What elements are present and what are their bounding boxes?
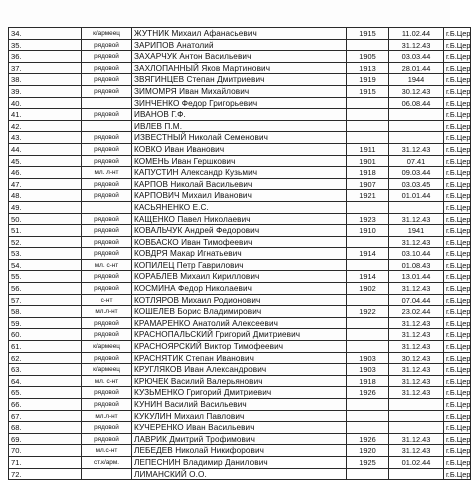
name-cell: КУЗЬМЕНКО Григорий Дмитриевич: [132, 387, 347, 399]
death-date-cell: [389, 468, 444, 480]
name-cell: КАСЬЯНЕНКО Е.С.: [132, 201, 347, 213]
burial-place-cell: г.Б.Цер: [444, 109, 471, 121]
name-cell: КОТЛЯРОВ Михаил Родионович: [132, 294, 347, 306]
birth-year-cell: [347, 236, 389, 248]
birth-year-cell: 1919: [347, 74, 389, 86]
name-cell: КОВАЛЬЧУК Андрей Федорович: [132, 225, 347, 237]
death-date-cell: 23.02.44: [389, 306, 444, 318]
table-row: [9, 74, 471, 86]
death-date-cell: 03.03.44: [389, 51, 444, 63]
rank-cell: рядовой: [82, 329, 132, 341]
death-date-cell: 11.02.44: [389, 28, 444, 40]
death-date-cell: 1941: [389, 225, 444, 237]
death-date-cell: 31.12.43: [389, 39, 444, 51]
rank-cell: [82, 468, 132, 480]
rank-cell: к/армеец: [82, 28, 132, 40]
death-date-cell: 31.12.43: [389, 329, 444, 341]
rank-cell: мл.л-нт: [82, 410, 132, 422]
rank-cell: рядовой: [82, 74, 132, 86]
name-cell: КОПИЛЕЦ Петр Гаврилович: [132, 259, 347, 271]
birth-year-cell: 1918: [347, 167, 389, 179]
table-row: [9, 85, 471, 97]
name-cell: ИВАНОВ Г.Ф.: [132, 109, 347, 121]
row-number: 49.: [9, 201, 82, 213]
birth-year-cell: 1913: [347, 62, 389, 74]
birth-year-cell: [347, 341, 389, 353]
table-row: [9, 109, 471, 121]
name-cell: КОРАБЛЕВ Михаил Кириллович: [132, 271, 347, 283]
name-cell: ЛАВРИК Дмитрий Трофимович: [132, 433, 347, 445]
burial-place-cell: г.Б.Цер: [444, 456, 471, 468]
burial-place-cell: г.Б.Цер: [444, 283, 471, 295]
birth-year-cell: [347, 317, 389, 329]
row-number: 69.: [9, 433, 82, 445]
table-row: [9, 132, 471, 144]
rank-cell: с-нт: [82, 294, 132, 306]
burial-place-cell: г.Б.Цер: [444, 120, 471, 132]
table-row: [9, 283, 471, 295]
death-date-cell: [389, 201, 444, 213]
row-number: 65.: [9, 387, 82, 399]
death-date-cell: 01.08.43: [389, 259, 444, 271]
burial-place-cell: г.Б.Цер: [444, 271, 471, 283]
birth-year-cell: 1915: [347, 85, 389, 97]
name-cell: КУЧЕРЕНКО Иван Васильевич: [132, 422, 347, 434]
death-date-cell: 03.10.44: [389, 248, 444, 260]
rank-cell: к/армеец: [82, 364, 132, 376]
birth-year-cell: [347, 399, 389, 411]
death-date-cell: 03.03.45: [389, 178, 444, 190]
death-date-cell: 31.12.43: [389, 143, 444, 155]
roster-table: [8, 27, 471, 480]
table-row: [9, 352, 471, 364]
row-number: 53.: [9, 248, 82, 260]
table-row: [9, 62, 471, 74]
birth-year-cell: [347, 329, 389, 341]
table-row: [9, 422, 471, 434]
table-row: [9, 306, 471, 318]
table-row: [9, 190, 471, 202]
death-date-cell: 31.12.43: [389, 364, 444, 376]
rank-cell: рядовой: [82, 422, 132, 434]
name-cell: КРЮЧЕК Василий Валерьянович: [132, 375, 347, 387]
row-number: 41.: [9, 109, 82, 121]
name-cell: ЗАХАРЧУК Антон Васильевич: [132, 51, 347, 63]
table-row: [9, 51, 471, 63]
table-row: [9, 456, 471, 468]
death-date-cell: 13.01.44: [389, 271, 444, 283]
name-cell: КАЩЕНКО Павел Николаевич: [132, 213, 347, 225]
table-row: [9, 399, 471, 411]
table-row: [9, 259, 471, 271]
row-number: 56.: [9, 283, 82, 295]
burial-place-cell: г.Б.Цер: [444, 399, 471, 411]
row-number: 47.: [9, 178, 82, 190]
birth-year-cell: 1903: [347, 364, 389, 376]
birth-year-cell: 1922: [347, 306, 389, 318]
birth-year-cell: 1910: [347, 225, 389, 237]
burial-place-cell: г.Б.Цер: [444, 178, 471, 190]
name-cell: КАПУСТИН Александр Кузьмич: [132, 167, 347, 179]
rank-cell: мл. л-нт: [82, 167, 132, 179]
roster-table-body: [9, 28, 471, 480]
burial-place-cell: г.Б.Цер: [444, 433, 471, 445]
rank-cell: рядовой: [82, 387, 132, 399]
row-number: 51.: [9, 225, 82, 237]
birth-year-cell: 1926: [347, 433, 389, 445]
name-cell: КОШЕЛЕВ Борис Владимирович: [132, 306, 347, 318]
death-date-cell: 31.12.43: [389, 213, 444, 225]
rank-cell: мл. с-нт: [82, 375, 132, 387]
burial-place-cell: г.Б.Цер: [444, 410, 471, 422]
rank-cell: рядовой: [82, 109, 132, 121]
death-date-cell: 28.01.44: [389, 62, 444, 74]
birth-year-cell: 1926: [347, 387, 389, 399]
birth-year-cell: [347, 39, 389, 51]
row-number: 36.: [9, 51, 82, 63]
name-cell: КРАСНЯТИК Степан Иванович: [132, 352, 347, 364]
death-date-cell: 09.03.44: [389, 167, 444, 179]
rank-cell: рядовой: [82, 190, 132, 202]
burial-place-cell: г.Б.Цер: [444, 155, 471, 167]
row-number: 64.: [9, 375, 82, 387]
birth-year-cell: 1903: [347, 352, 389, 364]
burial-place-cell: г.Б.Цер: [444, 468, 471, 480]
burial-place-cell: г.Б.Цер: [444, 329, 471, 341]
rank-cell: рядовой: [82, 317, 132, 329]
burial-place-cell: г.Б.Цер: [444, 190, 471, 202]
name-cell: ЗАХЛОПАННЫЙ Яков Мартинович: [132, 62, 347, 74]
table-row: [9, 410, 471, 422]
birth-year-cell: [347, 109, 389, 121]
burial-place-cell: г.Б.Цер: [444, 28, 471, 40]
birth-year-cell: 1914: [347, 271, 389, 283]
death-date-cell: 31.12.43: [389, 283, 444, 295]
death-date-cell: 31.12.43: [389, 387, 444, 399]
row-number: 39.: [9, 85, 82, 97]
birth-year-cell: 1901: [347, 155, 389, 167]
rank-cell: рядовой: [82, 143, 132, 155]
rank-cell: рядовой: [82, 132, 132, 144]
name-cell: ЗВЯГИНЦЕВ Степан Дмитриевич: [132, 74, 347, 86]
row-number: 71.: [9, 456, 82, 468]
birth-year-cell: 1902: [347, 283, 389, 295]
rank-cell: рядовой: [82, 51, 132, 63]
death-date-cell: 30.12.43: [389, 85, 444, 97]
row-number: 57.: [9, 294, 82, 306]
rank-cell: мл.л-нт: [82, 306, 132, 318]
rank-cell: мл. с-нт: [82, 259, 132, 271]
burial-place-cell: г.Б.Цер: [444, 445, 471, 457]
table-row: [9, 317, 471, 329]
rank-cell: рядовой: [82, 213, 132, 225]
rank-cell: рядовой: [82, 155, 132, 167]
burial-place-cell: г.Б.Цер: [444, 51, 471, 63]
row-number: 45.: [9, 155, 82, 167]
death-date-cell: 07.04.44: [389, 294, 444, 306]
table-row: [9, 236, 471, 248]
row-number: 70.: [9, 445, 82, 457]
row-number: 59.: [9, 317, 82, 329]
name-cell: КОСМИНА Федор Николаевич: [132, 283, 347, 295]
birth-year-cell: [347, 468, 389, 480]
burial-place-cell: г.Б.Цер: [444, 225, 471, 237]
death-date-cell: [389, 410, 444, 422]
birth-year-cell: [347, 132, 389, 144]
name-cell: КУКУЛИН Михаил Павлович: [132, 410, 347, 422]
rank-cell: рядовой: [82, 271, 132, 283]
name-cell: ЛЕПЕСНИН Владимир Данилович: [132, 456, 347, 468]
name-cell: КУНИН Василий Васильевич: [132, 399, 347, 411]
row-number: 60.: [9, 329, 82, 341]
burial-place-cell: г.Б.Цер: [444, 317, 471, 329]
burial-place-cell: г.Б.Цер: [444, 341, 471, 353]
table-row: [9, 387, 471, 399]
table-row: [9, 248, 471, 260]
row-number: 42.: [9, 120, 82, 132]
burial-place-cell: г.Б.Цер: [444, 74, 471, 86]
rank-cell: рядовой: [82, 248, 132, 260]
rank-cell: к/армеец: [82, 341, 132, 353]
burial-place-cell: г.Б.Цер: [444, 387, 471, 399]
row-number: 46.: [9, 167, 82, 179]
birth-year-cell: 1923: [347, 213, 389, 225]
row-number: 62.: [9, 352, 82, 364]
birth-year-cell: 1915: [347, 28, 389, 40]
row-number: 43.: [9, 132, 82, 144]
table-row: [9, 143, 471, 155]
burial-place-cell: г.Б.Цер: [444, 201, 471, 213]
table-row: [9, 97, 471, 109]
table-row: [9, 364, 471, 376]
row-number: 61.: [9, 341, 82, 353]
table-row: [9, 213, 471, 225]
birth-year-cell: 1925: [347, 456, 389, 468]
burial-place-cell: г.Б.Цер: [444, 248, 471, 260]
death-date-cell: [389, 399, 444, 411]
rank-cell: рядовой: [82, 178, 132, 190]
row-number: 54.: [9, 259, 82, 271]
burial-place-cell: г.Б.Цер: [444, 85, 471, 97]
burial-place-cell: г.Б.Цер: [444, 132, 471, 144]
birth-year-cell: [347, 201, 389, 213]
row-number: 55.: [9, 271, 82, 283]
name-cell: КАРПОВИЧ Михаил Иванович: [132, 190, 347, 202]
rank-cell: рядовой: [82, 236, 132, 248]
row-number: 40.: [9, 97, 82, 109]
name-cell: КАРПОВ Николай Васильевич: [132, 178, 347, 190]
birth-year-cell: 1921: [347, 190, 389, 202]
death-date-cell: 31.12.43: [389, 433, 444, 445]
row-number: 67.: [9, 410, 82, 422]
burial-place-cell: г.Б.Цер: [444, 375, 471, 387]
name-cell: ЗАРИПОВ Анатолий: [132, 39, 347, 51]
death-date-cell: 31.12.43: [389, 341, 444, 353]
burial-place-cell: г.Б.Цер: [444, 259, 471, 271]
burial-place-cell: г.Б.Цер: [444, 306, 471, 318]
row-number: 34.: [9, 28, 82, 40]
table-row: [9, 294, 471, 306]
death-date-cell: 01.01.44: [389, 190, 444, 202]
table-row: [9, 433, 471, 445]
burial-place-cell: г.Б.Цер: [444, 294, 471, 306]
rank-cell: [82, 97, 132, 109]
table-row: [9, 201, 471, 213]
burial-place-cell: г.Б.Цер: [444, 352, 471, 364]
burial-place-cell: г.Б.Цер: [444, 39, 471, 51]
name-cell: ИВЛЕВ П.М.: [132, 120, 347, 132]
birth-year-cell: [347, 120, 389, 132]
name-cell: ЗИМОМРЯ Иван Михайлович: [132, 85, 347, 97]
birth-year-cell: 1911: [347, 143, 389, 155]
death-date-cell: 31.12.43: [389, 236, 444, 248]
rank-cell: рядовой: [82, 399, 132, 411]
table-row: [9, 225, 471, 237]
row-number: 48.: [9, 190, 82, 202]
row-number: 44.: [9, 143, 82, 155]
table-row: [9, 39, 471, 51]
death-date-cell: 07.41: [389, 155, 444, 167]
birth-year-cell: [347, 410, 389, 422]
table-row: [9, 445, 471, 457]
row-number: 35.: [9, 39, 82, 51]
name-cell: ИЗВЕСТНЫЙ Николай Семенович: [132, 132, 347, 144]
death-date-cell: [389, 132, 444, 144]
burial-place-cell: г.Б.Цер: [444, 236, 471, 248]
death-date-cell: 01.02.44: [389, 456, 444, 468]
name-cell: КРАСНОЯРСКИЙ Виктор Тимофеевич: [132, 341, 347, 353]
burial-place-cell: г.Б.Цер: [444, 213, 471, 225]
birth-year-cell: [347, 422, 389, 434]
birth-year-cell: 1920: [347, 445, 389, 457]
death-date-cell: 31.12.43: [389, 317, 444, 329]
name-cell: КОВБАСКО Иван Тимофеевич: [132, 236, 347, 248]
name-cell: КРУГЛЯКОВ Иван Александрович: [132, 364, 347, 376]
table-row: [9, 28, 471, 40]
burial-place-cell: г.Б.Цер: [444, 62, 471, 74]
row-number: 37.: [9, 62, 82, 74]
rank-cell: рядовой: [82, 39, 132, 51]
row-number: 72.: [9, 468, 82, 480]
name-cell: КОВДРЯ Макар Игнатьевич: [132, 248, 347, 260]
table-row: [9, 341, 471, 353]
birth-year-cell: [347, 259, 389, 271]
rank-cell: ст.к/арм.: [82, 456, 132, 468]
burial-place-cell: г.Б.Цер: [444, 422, 471, 434]
name-cell: КРАМАРЕНКО Анатолий Алексеевич: [132, 317, 347, 329]
birth-year-cell: 1907: [347, 178, 389, 190]
row-number: 66.: [9, 399, 82, 411]
name-cell: КОМЕНЬ Иван Гершкович: [132, 155, 347, 167]
death-date-cell: [389, 422, 444, 434]
burial-place-cell: г.Б.Цер: [444, 364, 471, 376]
death-date-cell: 06.08.44: [389, 97, 444, 109]
death-date-cell: 31.12.43: [389, 375, 444, 387]
birth-year-cell: 1914: [347, 248, 389, 260]
rank-cell: [82, 120, 132, 132]
name-cell: КРАСНОПАЛЬСКИЙ Григорий Дмитриевич: [132, 329, 347, 341]
table-row: [9, 120, 471, 132]
table-row: [9, 271, 471, 283]
burial-place-cell: г.Б.Цер: [444, 143, 471, 155]
row-number: 68.: [9, 422, 82, 434]
rank-cell: рядовой: [82, 85, 132, 97]
name-cell: ЖУТНИК Михаил Афанасьевич: [132, 28, 347, 40]
table-row: [9, 155, 471, 167]
row-number: 38.: [9, 74, 82, 86]
row-number: 52.: [9, 236, 82, 248]
death-date-cell: [389, 109, 444, 121]
name-cell: ЛЕБЕДЕВ Николай Никифорович: [132, 445, 347, 457]
birth-year-cell: 1918: [347, 375, 389, 387]
table-row: [9, 167, 471, 179]
table-row: [9, 468, 471, 480]
rank-cell: рядовой: [82, 352, 132, 364]
death-date-cell: 1944: [389, 74, 444, 86]
table-row: [9, 375, 471, 387]
rank-cell: [82, 201, 132, 213]
rank-cell: рядовой: [82, 283, 132, 295]
row-number: 63.: [9, 364, 82, 376]
birth-year-cell: 1905: [347, 51, 389, 63]
name-cell: ЗИНЧЕНКО Федор Григорьевич: [132, 97, 347, 109]
birth-year-cell: [347, 97, 389, 109]
rank-cell: рядовой: [82, 225, 132, 237]
row-number: 58.: [9, 306, 82, 318]
rank-cell: рядовой: [82, 62, 132, 74]
table-row: [9, 178, 471, 190]
name-cell: ЛИМАНСКИЙ О.О.: [132, 468, 347, 480]
birth-year-cell: [347, 294, 389, 306]
table-row: [9, 329, 471, 341]
rank-cell: рядовой: [82, 433, 132, 445]
rank-cell: мл.с-нт: [82, 445, 132, 457]
name-cell: КОВКО Иван Иванович: [132, 143, 347, 155]
burial-place-cell: г.Б.Цер: [444, 97, 471, 109]
row-number: 50.: [9, 213, 82, 225]
death-date-cell: 30.12.43: [389, 352, 444, 364]
death-date-cell: [389, 120, 444, 132]
burial-place-cell: г.Б.Цер: [444, 167, 471, 179]
death-date-cell: 31.12.43: [389, 445, 444, 457]
